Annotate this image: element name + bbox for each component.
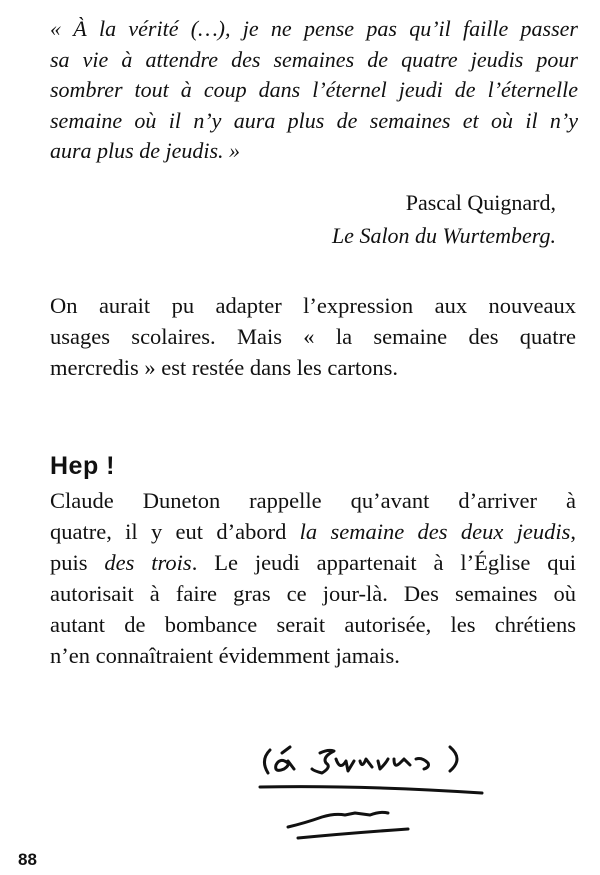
body-paragraph: [50, 290, 576, 383]
handwritten-signature: [210, 735, 490, 850]
quote-line: semaine où il n’y aura plus de semaines et où il n’y: [50, 107, 578, 133]
paragraph-line: mercredis » est restée dans les cartons.: [50, 355, 398, 380]
quote-line: sa vie à attendre des semaines de quatre jeudis pour: [50, 46, 578, 72]
hep-paragraph: [50, 485, 576, 671]
quote-line: « À la vérité (…), je ne pense pas qu’il faille passer: [50, 16, 578, 41]
paragraph-line: quatre, il y eut d’abord la semaine des deux jeudis,: [50, 519, 576, 544]
paragraph-line: Claude Duneton rappelle qu’avant d’arriver à: [50, 488, 576, 513]
quote-line: sombrer tout à coup dans l’éternel jeudi de l’éternelle: [50, 77, 578, 102]
attribution-author: Pascal Quignard,: [405, 190, 556, 215]
paragraph-line: usages scolaires. Mais « la semaine des quatre: [50, 324, 576, 349]
signature-ink: [260, 747, 482, 838]
page-number: 88: [18, 850, 37, 869]
paragraph-line: autorisait à faire gras ce jour-là. Des semaines où: [50, 581, 576, 606]
paragraph-line: On aurait pu adapter l’expression aux nouveaux: [50, 293, 576, 318]
hep-heading: Hep !: [50, 452, 115, 480]
paragraph-line: autant de bombance serait autorisée, les chrétiens: [50, 612, 576, 637]
paragraph-line: n’en connaîtraient évidemment jamais.: [50, 643, 400, 668]
epigraph-quote: [50, 14, 578, 167]
quote-line: aura plus de jeudis. »: [50, 138, 241, 163]
quote-attribution: [0, 186, 556, 252]
attribution-work: Le Salon du Wurtemberg.: [331, 223, 556, 248]
paragraph-line: puis des trois. Le jeudi appartenait à l’Église qui: [50, 550, 576, 575]
